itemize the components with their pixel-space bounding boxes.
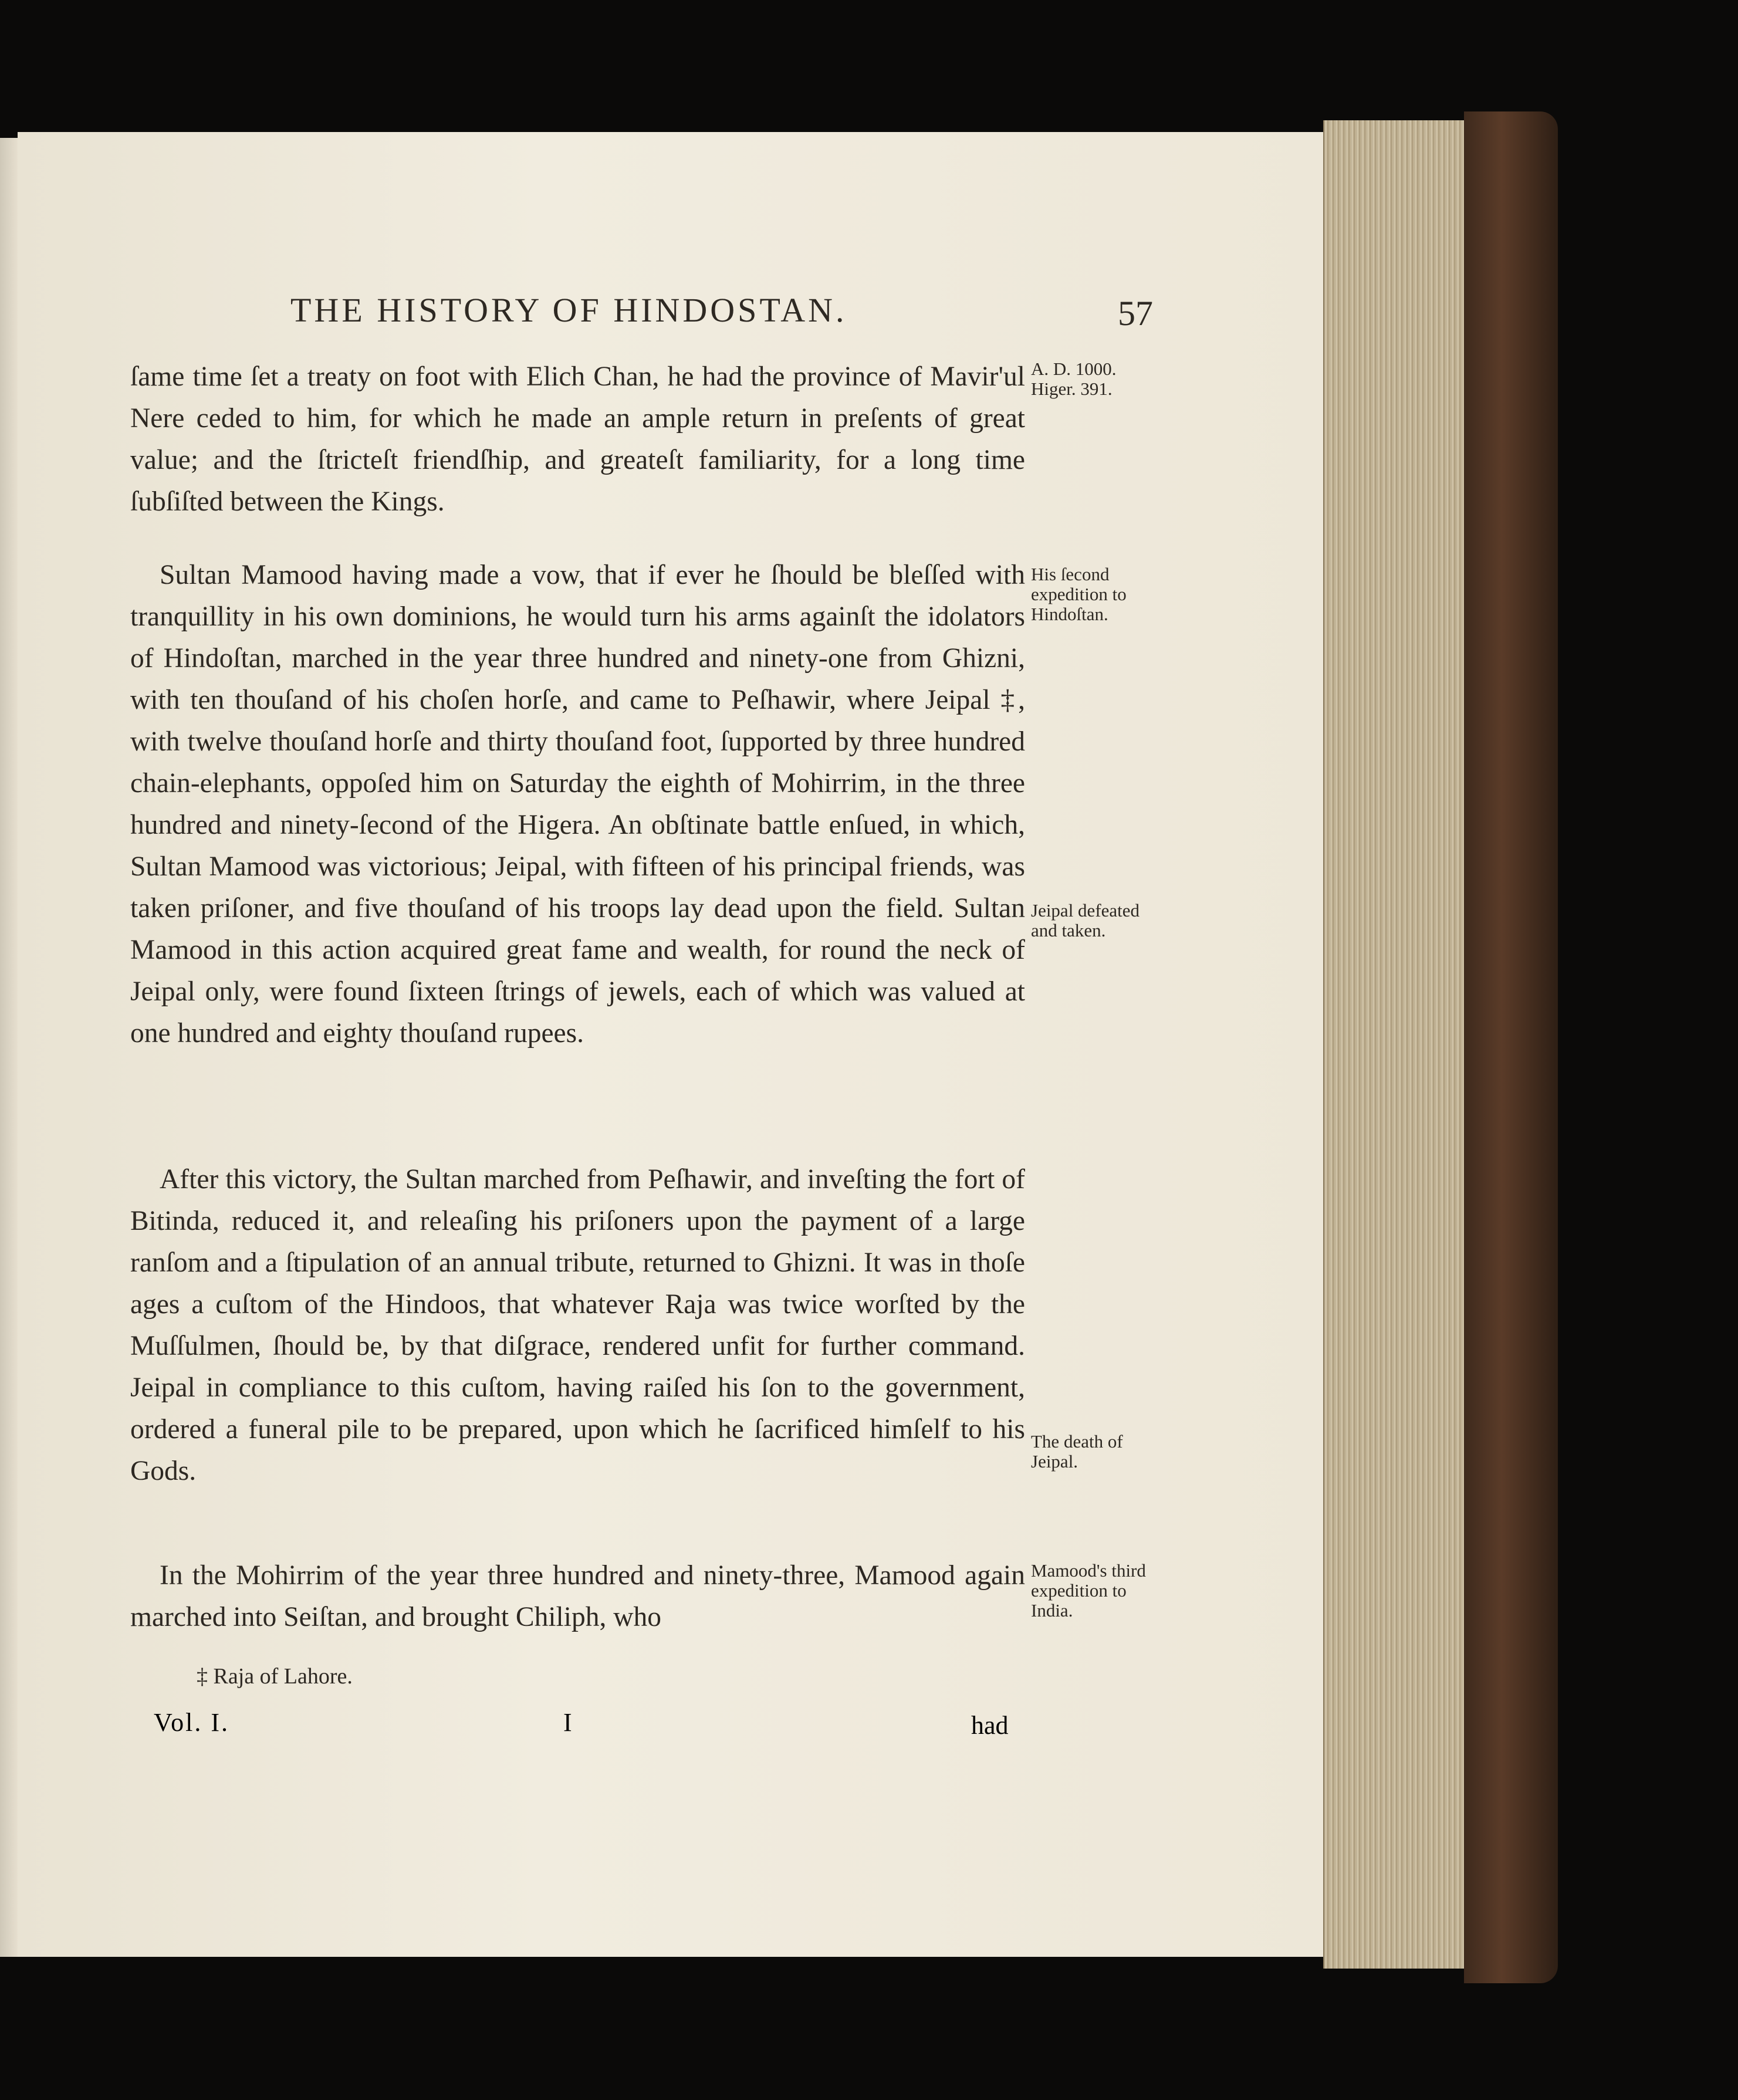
marginal-note-third-expedition: Mamood's third expedition to India. bbox=[1031, 1560, 1146, 1621]
marginal-note-date: A. D. 1000. Higer. 391. bbox=[1031, 359, 1117, 399]
marginal-note-second-expedition: His ſecond expedition to Hindoſtan. bbox=[1031, 564, 1127, 624]
paragraph-text: In the Mohirrim of the year three hundred and ninety-three, Mamood again marched into Seiſtan, and brought Chiliph, who bbox=[130, 1560, 1025, 1632]
paragraph-3 bbox=[130, 1159, 1025, 1492]
paragraph-text: Sultan Mamood having made a vow, that if ever he ſhould be bleſſed with tranquillity in his own dominions, he would turn his arms againſt the idolators of Hindoſtan, marched in the year three hundred and ninety-one from Ghizni, with ten thouſand of his choſen horſe, and came to Peſhawir, where Jeipal ‡, with twelve thouſand horſe and thirty thouſand foot, ſupported by three hundred chain-elephants, oppoſed him on Saturday the eighth of Mohirrim, in the three hundred and ninety-ſecond of the Higera. An obſtinate battle enſued, in which, Sultan Mamood was victorious; Jeipal, with fifteen of his principal friends, was taken priſoner, and five thouſand of his troops lay dead upon the field. Sultan Mamood in this action acquired great fame and wealth, for round the neck of Jeipal only, were found ſixteen ſtrings of jewels, each of which was valued at one hundred and eighty thouſand rupees. bbox=[130, 560, 1025, 1049]
footnote: ‡ Raja of Lahore. bbox=[197, 1664, 353, 1689]
leather-cover bbox=[1464, 111, 1558, 1983]
page-number: 57 bbox=[1118, 294, 1153, 333]
paragraph-2 bbox=[130, 554, 1025, 1054]
paragraph-text: ſame time ſet a treaty on foot with Elich Chan, he had the province of Mavir'ul Nere ceded to him, for which he made an ample return in preſents of great value; and the ſtricteſt friendſhip, and greateſt familiarity, for a long time ſubſiſted between the Kings. bbox=[130, 361, 1025, 517]
catchword: had bbox=[971, 1711, 1009, 1740]
paragraph-1 bbox=[130, 356, 1025, 523]
page-block-edges bbox=[1323, 120, 1465, 1969]
paragraph-text: After this victory, the Sultan marched from Peſhawir, and inveſting the fort of Bitinda, reduced it, and releaſing his priſoners upon the payment of a large ranſom and a ſtipulation of an annual tribute, returned to Ghizni. It was in thoſe ages a cuſtom of the Hindoos, that whatever Raja was twice worſted by the Muſſulmen, ſhould be, by that diſgrace, rendered unfit for further command. Jeipal in compliance to this cuſtom, having raiſed his ſon to the government, ordered a funeral pile to be prepared, upon which he ſacrificed himſelf to his Gods. bbox=[130, 1164, 1025, 1486]
marginal-note-death-of-jeipal: The death of Jeipal. bbox=[1031, 1431, 1123, 1472]
facing-page-edge bbox=[0, 138, 18, 1957]
running-title: THE HISTORY OF HINDOSTAN. bbox=[290, 291, 847, 329]
paragraph-4 bbox=[130, 1555, 1025, 1638]
volume-mark: Vol. I. bbox=[154, 1708, 229, 1737]
signature-mark: I bbox=[563, 1708, 572, 1737]
marginal-note-jeipal-defeated: Jeipal defeated and taken. bbox=[1031, 900, 1140, 941]
